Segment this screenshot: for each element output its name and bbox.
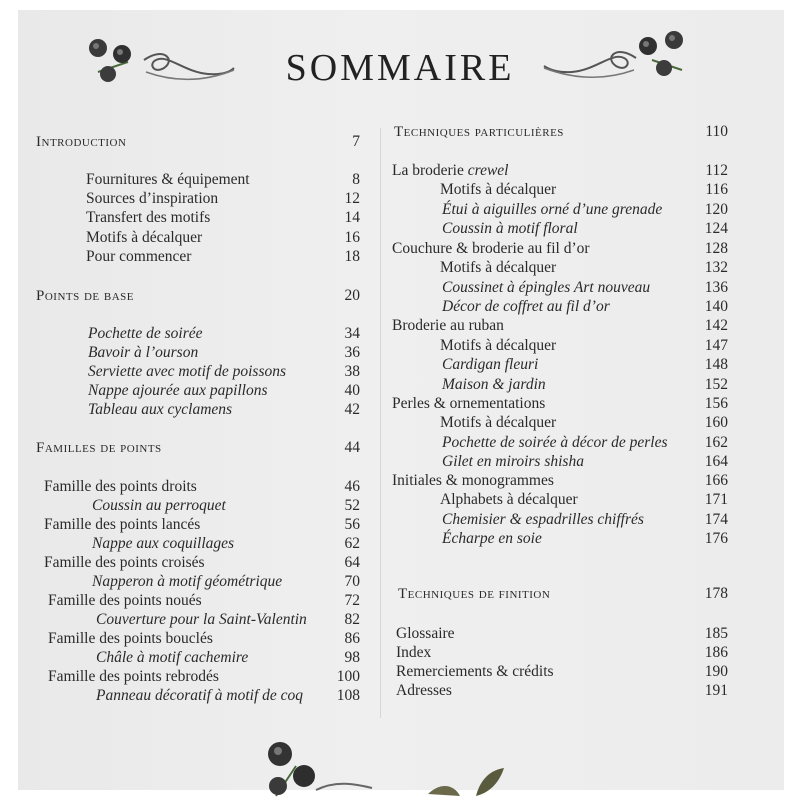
toc-entry <box>392 394 728 414</box>
toc-entry-text: Famille des points droits <box>44 478 197 495</box>
toc-entry-title <box>86 170 250 190</box>
toc-entry-text: Broderie au ruban <box>392 317 504 334</box>
toc-entry-text: Étui à aiguilles orné d’une grenade <box>442 201 663 218</box>
toc-entry <box>36 286 360 306</box>
toc-page-number: 20 <box>344 287 360 304</box>
toc-entry-title <box>92 496 226 516</box>
toc-entry <box>96 648 360 668</box>
toc-entry <box>92 496 360 516</box>
toc-page-number: 178 <box>704 585 728 602</box>
toc-entry-text: Glossaire <box>396 625 455 642</box>
toc-entry <box>398 584 728 604</box>
toc-entry-title <box>86 228 202 248</box>
toc-entry-title <box>392 394 545 414</box>
toc-entry-text: Panneau décoratif à motif de coq <box>96 687 304 704</box>
column-divider <box>380 128 381 718</box>
toc-entry <box>442 433 728 453</box>
toc-entry <box>442 452 728 472</box>
toc-entry <box>392 239 728 259</box>
toc-entry-title <box>86 247 191 267</box>
toc-entry-title <box>36 132 126 152</box>
toc-entry-text: La broderie <box>392 162 468 179</box>
toc-page-number: 86 <box>344 630 360 647</box>
toc-page-number: 174 <box>704 511 728 528</box>
toc-entry-title <box>440 258 556 278</box>
toc-entry-text: Adresses <box>396 682 452 699</box>
toc-page-number: 12 <box>344 190 360 207</box>
toc-entry <box>36 438 360 458</box>
toc-entry-text: Chemisier & espadrilles chiffrés <box>442 511 644 528</box>
toc-entry-title <box>88 343 198 363</box>
toc-entry <box>44 515 360 535</box>
toc-entry-title <box>442 433 668 453</box>
toc-entry <box>88 343 360 363</box>
toc-entry <box>92 572 360 592</box>
toc-entry-text: Index <box>396 644 432 661</box>
toc-entry-text: Tableau aux cyclamens <box>88 401 233 418</box>
toc-entry-title <box>396 681 452 701</box>
toc-entry <box>440 336 728 356</box>
toc-page-number: 132 <box>704 259 728 276</box>
toc-entry-title <box>48 591 202 611</box>
toc-entry-text: Motifs à décalquer <box>440 259 557 276</box>
toc-entry-title <box>442 219 578 239</box>
toc-entry <box>442 200 728 220</box>
toc-entry-text: Motifs à décalquer <box>440 414 557 431</box>
toc-entry-title <box>392 316 504 336</box>
toc-entry <box>440 258 728 278</box>
toc-entry-title <box>442 510 644 530</box>
toc-page-number: 44 <box>344 439 360 456</box>
toc-entry <box>394 122 728 142</box>
toc-entry <box>36 132 360 152</box>
toc-page-number: 14 <box>344 209 360 226</box>
toc-entry-title <box>88 362 286 382</box>
toc-page-number: 38 <box>344 363 360 380</box>
toc-page-number: 176 <box>704 530 728 547</box>
toc-entry <box>440 413 728 433</box>
toc-entry-text: Transfert des motifs <box>86 209 211 226</box>
toc-entry <box>440 490 728 510</box>
toc-entry-text: Motifs à décalquer <box>86 229 203 246</box>
toc-page-number: 190 <box>704 663 728 680</box>
toc-entry <box>392 471 728 491</box>
toc-page-number: 116 <box>705 181 728 198</box>
toc-entry-title <box>44 477 197 497</box>
toc-page-number: 156 <box>704 395 728 412</box>
toc-entry-emphasis: crewel <box>467 162 509 179</box>
toc-entry-text: Initiales & monogrammes <box>392 472 554 489</box>
toc-entry <box>442 529 728 549</box>
toc-entry <box>392 316 728 336</box>
toc-entry-text: Remerciements & crédits <box>396 663 554 680</box>
toc-entry-title <box>442 278 650 298</box>
toc-entry-text: Fournitures & équipement <box>86 171 250 188</box>
toc-entry <box>396 662 728 682</box>
toc-entry <box>396 643 728 663</box>
toc-entry-text: Alphabets à décalquer <box>440 491 578 508</box>
toc-page-number: 7 <box>352 133 360 150</box>
toc-entry-text: Décor de coffret au fil d’or <box>442 298 610 315</box>
toc-entry <box>86 247 360 267</box>
toc-page-number: 52 <box>344 497 360 514</box>
toc-entry-title <box>396 624 455 644</box>
toc-entry-title <box>44 515 200 535</box>
toc-entry-text: Nappe ajourée aux papillons <box>88 382 268 399</box>
toc-page-number: 112 <box>705 162 728 179</box>
toc-entry-title <box>442 529 542 549</box>
toc-entry-title <box>442 452 584 472</box>
toc-entry <box>396 624 728 644</box>
toc-entry-title <box>44 553 205 573</box>
toc-entry-title <box>440 413 556 433</box>
toc-entry-title <box>442 200 662 220</box>
toc-entry-text: Perles & ornementations <box>392 395 546 412</box>
toc-page-number: 124 <box>704 220 728 237</box>
toc-entry <box>442 375 728 395</box>
page-title: SOMMAIRE <box>285 47 515 89</box>
toc-page-number: 191 <box>704 682 728 699</box>
toc-entry-text: Techniques particulières <box>394 124 564 140</box>
toc-page-number: 142 <box>704 317 728 334</box>
toc-entry <box>440 180 728 200</box>
toc-entry-title <box>88 400 232 420</box>
toc-entry-text: Sources d’inspiration <box>86 190 219 207</box>
toc-page-number: 42 <box>344 401 360 418</box>
toc-entry-text: Écharpe en soie <box>442 530 542 547</box>
toc-entry-title <box>92 572 282 592</box>
toc-entry <box>44 553 360 573</box>
toc-entry-text: Coussin à motif floral <box>442 220 578 237</box>
toc-entry-title <box>96 648 248 668</box>
toc-entry-text: Famille des points croisés <box>44 554 205 571</box>
toc-entry <box>48 667 360 687</box>
toc-entry <box>92 534 360 554</box>
toc-page-number: 162 <box>704 434 728 451</box>
toc-entry-text: Pochette de soirée <box>88 325 203 342</box>
toc-page-number: 16 <box>344 229 360 246</box>
toc-entry <box>88 381 360 401</box>
toc-entry <box>88 400 360 420</box>
toc-entry <box>48 591 360 611</box>
toc-entry-title <box>440 490 578 510</box>
toc-entry <box>442 278 728 298</box>
toc-entry-text: Famille des points rebrodés <box>48 668 219 685</box>
toc-entry-title <box>396 643 431 663</box>
toc-page-number: 46 <box>344 478 360 495</box>
toc-entry-text: Famille des points noués <box>48 592 202 609</box>
toc-entry <box>96 686 360 706</box>
toc-entry-title <box>86 208 210 228</box>
toc-entry-text: Châle à motif cachemire <box>96 649 249 666</box>
toc-entry-text: Motifs à décalquer <box>440 337 557 354</box>
toc-entry <box>442 297 728 317</box>
toc-entry <box>442 355 728 375</box>
toc-page-number: 64 <box>344 554 360 571</box>
toc-entry-title <box>36 286 134 306</box>
toc-page-number: 56 <box>344 516 360 533</box>
toc-entry-text: Nappe aux coquillages <box>92 535 235 552</box>
toc-entry-title <box>392 239 590 259</box>
toc-page-number: 171 <box>704 491 728 508</box>
toc-entry-title <box>96 610 307 630</box>
toc-page-number: 148 <box>704 356 728 373</box>
toc-page-number: 36 <box>344 344 360 361</box>
toc-page-number: 120 <box>704 201 728 218</box>
flower-cluster-ornament-bottom <box>256 736 376 800</box>
toc-entry-text: Introduction <box>36 134 127 150</box>
toc-page-number: 166 <box>704 472 728 489</box>
toc-page-number: 160 <box>704 414 728 431</box>
toc-entry-title <box>36 438 162 458</box>
toc-page-number: 18 <box>344 248 360 265</box>
toc-page-number: 82 <box>344 611 360 628</box>
toc-entry-title <box>442 355 538 375</box>
toc-entry <box>86 170 360 190</box>
toc-entry-title <box>396 662 554 682</box>
toc-entry-text: Cardigan fleuri <box>442 356 539 373</box>
toc-entry-text: Maison & jardin <box>442 376 546 393</box>
toc-entry-text: Points de base <box>36 288 135 304</box>
toc-entry <box>88 362 360 382</box>
toc-page-number: 164 <box>704 453 728 470</box>
toc-entry-title <box>394 122 564 142</box>
toc-entry-text: Famille des points lancés <box>44 516 201 533</box>
leaf-ornament-bottom <box>420 762 510 800</box>
toc-entry-text: Familles de points <box>36 440 162 456</box>
toc-entry-text: Coussin au perroquet <box>92 497 226 514</box>
toc-entry-title <box>86 189 218 209</box>
toc-entry-title <box>88 324 202 344</box>
toc-page-number: 98 <box>344 649 360 666</box>
toc-entry-title <box>96 686 303 706</box>
toc-page-number: 152 <box>704 376 728 393</box>
toc-entry-text: Gilet en miroirs shisha <box>442 453 584 470</box>
toc-page-number: 136 <box>704 279 728 296</box>
toc-entry <box>442 219 728 239</box>
toc-page-number: 140 <box>704 298 728 315</box>
toc-entry-title <box>442 375 546 395</box>
toc-page-number: 8 <box>352 171 360 188</box>
toc-page-number: 128 <box>704 240 728 257</box>
toc-entry <box>392 161 728 181</box>
toc-entry-text: Coussinet à épingles Art nouveau <box>442 279 651 296</box>
toc-page-number: 72 <box>344 592 360 609</box>
toc-entry <box>86 228 360 248</box>
toc-entry-title <box>440 336 556 356</box>
toc-page-number: 147 <box>704 337 728 354</box>
toc-page-number: 100 <box>336 668 360 685</box>
toc-entry-text: Pochette de soirée à décor de perles <box>442 434 668 451</box>
toc-entry-text: Bavoir à l’ourson <box>88 344 199 361</box>
toc-entry-title <box>440 180 556 200</box>
toc-entry-text: Couverture pour la Saint-Valentin <box>96 611 307 628</box>
toc-page-number: 108 <box>336 687 360 704</box>
toc-entry-text: Motifs à décalquer <box>440 181 557 198</box>
toc-entry <box>96 610 360 630</box>
toc-entry <box>44 477 360 497</box>
toc-entry <box>88 324 360 344</box>
toc-entry-text: Napperon à motif géométrique <box>92 573 283 590</box>
toc-page-number: 110 <box>705 123 728 140</box>
toc-entry-title <box>392 471 554 491</box>
toc-entry-title <box>48 629 213 649</box>
toc-entry <box>86 189 360 209</box>
toc-page-number: 185 <box>704 625 728 642</box>
toc-page-number: 186 <box>704 644 728 661</box>
toc-entry-text: Serviette avec motif de poissons <box>88 363 287 380</box>
toc-page-number: 40 <box>344 382 360 399</box>
toc-page-number: 62 <box>344 535 360 552</box>
toc-entry-title <box>392 161 509 181</box>
toc-entry <box>86 208 360 228</box>
toc-entry-title <box>48 667 219 687</box>
toc-entry <box>396 681 728 701</box>
toc-entry-title <box>88 381 268 401</box>
toc-entry <box>48 629 360 649</box>
toc-entry-title <box>398 584 550 604</box>
toc-entry-text: Famille des points bouclés <box>48 630 213 647</box>
toc-entry-text: Pour commencer <box>86 248 192 265</box>
toc-entry-text: Couchure & broderie au fil d’or <box>392 240 590 257</box>
toc-entry-text: Techniques de finition <box>398 586 551 602</box>
toc-entry <box>442 510 728 530</box>
toc-entry-title <box>92 534 234 554</box>
toc-entry-title <box>442 297 610 317</box>
toc-page-number: 34 <box>344 325 360 342</box>
toc-page-number: 70 <box>344 573 360 590</box>
